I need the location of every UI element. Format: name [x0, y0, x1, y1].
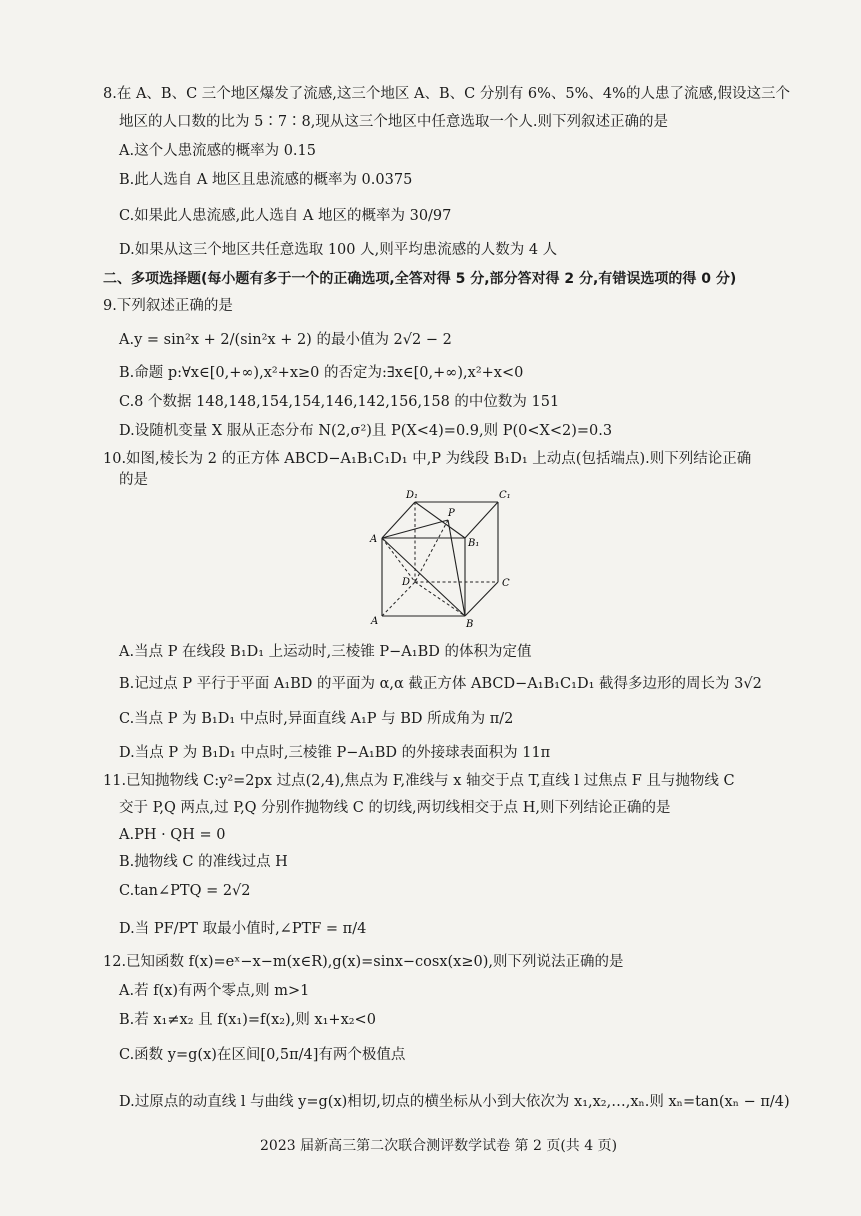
q11-option-a: A.PH · QH = 0: [119, 827, 226, 843]
q10-option-b: B.记过点 P 平行于平面 A₁BD 的平面为 α,α 截正方体 ABCD−A₁B₁C₁D₁ 截得多边形的周长为 3√2: [119, 676, 762, 692]
cube-figure: [360, 488, 530, 633]
page-footer: 2023 届新高三第二次联合测评数学试卷 第 2 页(共 4 页): [260, 1138, 618, 1154]
q10-option-d: D.当点 P 为 B₁D₁ 中点时,三棱锥 P−A₁BD 的外接球表面积为 11π: [119, 745, 551, 761]
q10-stem-line1: 10.如图,棱长为 2 的正方体 ABCD−A₁B₁C₁D₁ 中,P 为线段 B₁D₁ 上动点(包括端点).则下列结论正确: [103, 451, 752, 467]
q11-option-d: D.当 PF/PT 取最小值时,∠PTF = π/4: [119, 921, 367, 937]
label-b1: B₁: [468, 538, 480, 549]
q12-option-d: D.过原点的动直线 l 与曲线 y=g(x)相切,切点的横坐标从小到大依次为 x₁,x₂,…,xₙ.则 xₙ=tan(xₙ − π/4): [119, 1094, 790, 1110]
q9-option-c: C.8 个数据 148,148,154,154,146,142,156,158 的中位数为 151: [119, 394, 560, 410]
segment-b1d1: [415, 502, 465, 538]
q10-stem-line2: 的是: [119, 472, 148, 488]
q9-option-b: B.命题 p:∀x∈[0,+∞),x²+x≥0 的否定为:∃x∈[0,+∞),x²+x<0: [119, 365, 524, 381]
q8-option-d: D.如果从这三个地区共任意选取 100 人,则平均患流感的人数为 4 人: [119, 242, 558, 258]
label-d1: D₁: [406, 490, 419, 501]
q8-option-a: A.这个人患流感的概率为 0.15: [119, 143, 316, 159]
q8-stem-line2: 地区的人口数的比为 5∶7∶8,现从这三个地区中任意选取一个人.则下列叙述正确的是: [119, 114, 669, 130]
q8-option-b: B.此人选自 A 地区且患流感的概率为 0.0375: [119, 172, 413, 188]
label-c: C: [502, 578, 510, 589]
segment-a1d-hidden: [382, 538, 415, 582]
q9-option-d: D.设随机变量 X 服从正态分布 N(2,σ²)且 P(X<4)=0.9,则 P(0<X<2)=0.3: [119, 423, 613, 439]
label-a: A: [371, 616, 379, 627]
label-a1: A: [370, 534, 378, 545]
q11-stem-line2: 交于 P,Q 两点,过 P,Q 分别作抛物线 C 的切线,两切线相交于点 H,则下列结论正确的是: [119, 800, 671, 816]
edge-d1a1: [382, 502, 415, 538]
q11-option-b: B.抛物线 C 的准线过点 H: [119, 854, 288, 870]
label-c1: C₁: [499, 490, 511, 501]
q10-option-a: A.当点 P 在线段 B₁D₁ 上运动时,三棱锥 P−A₁BD 的体积为定值: [119, 644, 532, 660]
q12-option-b: B.若 x₁≠x₂ 且 f(x₁)=f(x₂),则 x₁+x₂<0: [119, 1012, 376, 1028]
q9-option-a: A.y = sin²x + 2/(sin²x + 2) 的最小值为 2√2 − 2: [119, 332, 452, 348]
segment-pd-hidden: [415, 520, 448, 582]
q11-stem-line1: 11.已知抛物线 C:y²=2px 过点(2,4),焦点为 F,准线与 x 轴交于点 T,直线 l 过焦点 F 且与抛物线 C: [103, 773, 735, 789]
edge-bc: [465, 582, 498, 616]
section-multiple-choice-header: 二、多项选择题(每小题有多于一个的正确选项,全答对得 5 分,部分答对得 2 分,有错误选项的得 0 分): [103, 271, 737, 287]
edge-ad-hidden: [382, 582, 415, 616]
q10-option-c: C.当点 P 为 B₁D₁ 中点时,异面直线 A₁P 与 BD 所成角为 π/2: [119, 711, 514, 727]
q12-option-a: A.若 f(x)有两个零点,则 m>1: [119, 983, 310, 999]
segment-a1b: [382, 538, 465, 616]
label-b: B: [466, 619, 474, 630]
q12-stem: 12.已知函数 f(x)=eˣ−x−m(x∈R),g(x)=sinx−cosx(x≥0),则下列说法正确的是: [103, 954, 624, 970]
q8-option-c: C.如果此人患流感,此人选自 A 地区的概率为 30/97: [119, 208, 452, 224]
label-d: D: [402, 577, 411, 588]
segment-bd-hidden: [415, 582, 465, 616]
segment-pb: [448, 520, 465, 616]
cube-diagram: [360, 488, 530, 633]
label-p: P: [448, 508, 455, 519]
q12-option-c: C.函数 y=g(x)在区间[0,5π/4]有两个极值点: [119, 1047, 406, 1063]
q11-option-c: C.tan∠PTQ = 2√2: [119, 883, 251, 899]
q8-stem-line1: 8.在 A、B、C 三个地区爆发了流感,这三个地区 A、B、C 分别有 6%、5%、4%的人患了流感,假设这三个: [103, 86, 791, 102]
edge-c1b1: [465, 502, 498, 538]
q9-stem: 9.下列叙述正确的是: [103, 298, 233, 314]
